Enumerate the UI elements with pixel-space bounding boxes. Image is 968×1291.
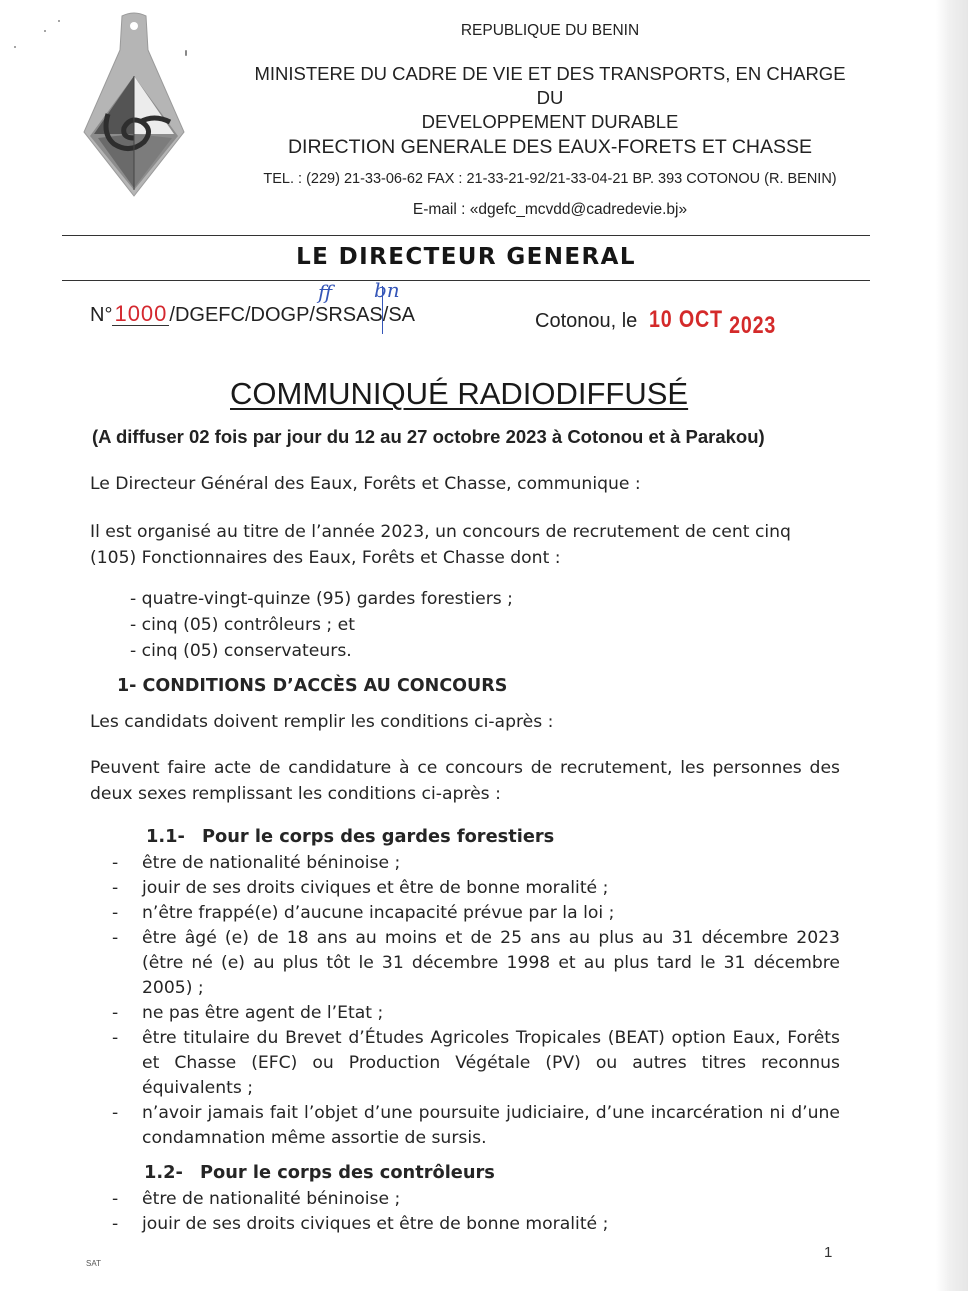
eaux-forets-emblem-icon [78,10,190,198]
republic-label: REPUBLIQUE DU BENIN [460,22,640,39]
condition-item: - jouir de ses droits civiques et être de bonne moralité ; [112,1214,609,1234]
subsection-title: Pour le corps des contrôleurs [200,1162,495,1183]
condition-item: - être de nationalité béninoise ; [112,1189,401,1209]
ink-stroke [382,286,383,334]
subsection-heading-gardes-forestiers [146,826,554,847]
subsection-number: 1.1- [146,826,185,847]
quota-item: - cinq (05) contrôleurs ; et [130,615,355,635]
announcement-paragraph: Il est organisé au titre de l’année 2023, un concours de recrutement de cent cinq (105) Fonctionnaires des Eaux, Forêts et Chasse dont : [90,522,791,568]
condition-item: - n’être frappé(e) d’aucune incapacité prévue par la loi ; [112,903,615,923]
date-place: Cotonou, le [535,310,638,332]
condition-item: - ne pas être agent de l’Etat ; [112,1003,384,1023]
reference-number [90,303,415,327]
quota-item: - cinq (05) conservateurs. [130,641,352,661]
handwritten-initials-1: ff [318,280,333,304]
condition-item: - être titulaire du Brevet d’Études Agricoles Tropicales (BEAT) option Eaux, Forêts et Chasse (EFC) ou Production Végétale (PV) ou autres titres reconnus équivalents ; [112,1028,840,1098]
subsection-title: Pour le corps des gardes forestiers [202,826,555,847]
contact-info: TEL. : (229) 21-33-06-62 FAX : 21-33-21-92/21-33-04-21 BP. 393 COTONOU (R. BENIN) [263,171,837,187]
scan-speck [58,20,60,22]
broadcast-instructions: (A diffuser 02 fois par jour du 12 au 27 octobre 2023 à Cotonou et à Parakou) [92,426,765,447]
stamp-month: OCT [678,306,723,333]
intro-paragraph: Le Directeur Général des Eaux, Forêts et Chasse, communique : [90,474,641,494]
direction-name: DIRECTION GENERALE DES EAUX-FORETS ET CHASSE [287,136,813,158]
header-divider-top [62,235,870,236]
quota-list [130,586,513,664]
scan-edge-shadow [936,0,968,1291]
director-banner: LE DIRECTEUR GENERAL [296,244,636,270]
subsection-number: 1.2- [144,1162,183,1183]
scan-speck [44,30,46,32]
stamp-year: 2023 [728,312,777,339]
condition-item: - n’avoir jamais fait l’objet d’une poursuite judiciaire, d’une incarcération ni d’une condamnation même assortie de sursis. [112,1103,840,1148]
quota-item: - quatre-vingt-quinze (95) gardes forestiers ; [130,589,513,609]
stamp-day: 10 [648,306,673,333]
scan-speck [14,46,16,48]
header-divider-bottom [62,280,870,281]
ministry-line-2: DEVELOPPEMENT DURABLE [421,111,679,132]
section-lead: Les candidats doivent remplir les conditions ci-après : [90,712,554,732]
condition-item: - jouir de ses droits civiques et être de bonne moralité ; [112,878,609,898]
page-number: 1 [824,1244,833,1261]
date-stamp [648,306,777,339]
subsection-heading-controleurs [144,1162,495,1183]
document-title: COMMUNIQUÉ RADIODIFFUSÉ [230,376,689,411]
conditions-list-controleurs [112,1187,840,1237]
reference-suffix: /DGEFC/DOGP/SRSAS/SA [169,304,416,326]
section-heading-access-conditions: 1- CONDITIONS D’ACCÈS AU CONCOURS [117,676,508,696]
date-line [535,306,804,339]
eligibility-paragraph: Peuvent faire acte de candidature à ce concours de recrutement, les personnes des deux sexes remplissant les conditions ci-après : [90,758,840,804]
footer-mark: SAT [86,1259,101,1268]
reference-handwritten-number: 1000 [114,301,168,326]
handwritten-initials-2: bn [374,278,400,302]
reference-prefix: N° [90,304,113,326]
ministry-line-1: MINISTERE DU CADRE DE VIE ET DES TRANSPORTS, EN CHARGE DU [254,63,846,108]
ministry-name [240,62,860,134]
condition-item: - être de nationalité béninoise ; [112,853,401,873]
email-address[interactable]: E-mail : «dgefc_mcvdd@cadredevie.bj» [412,201,688,218]
condition-item: - être âgé (e) de 18 ans au moins et de 25 ans au plus au 31 décembre 2023 (être né (e) au plus tôt le 31 décembre 1998 et au plus tard le 31 décembre 2005) ; [112,928,840,998]
conditions-list-gardes-forestiers [112,851,840,1151]
